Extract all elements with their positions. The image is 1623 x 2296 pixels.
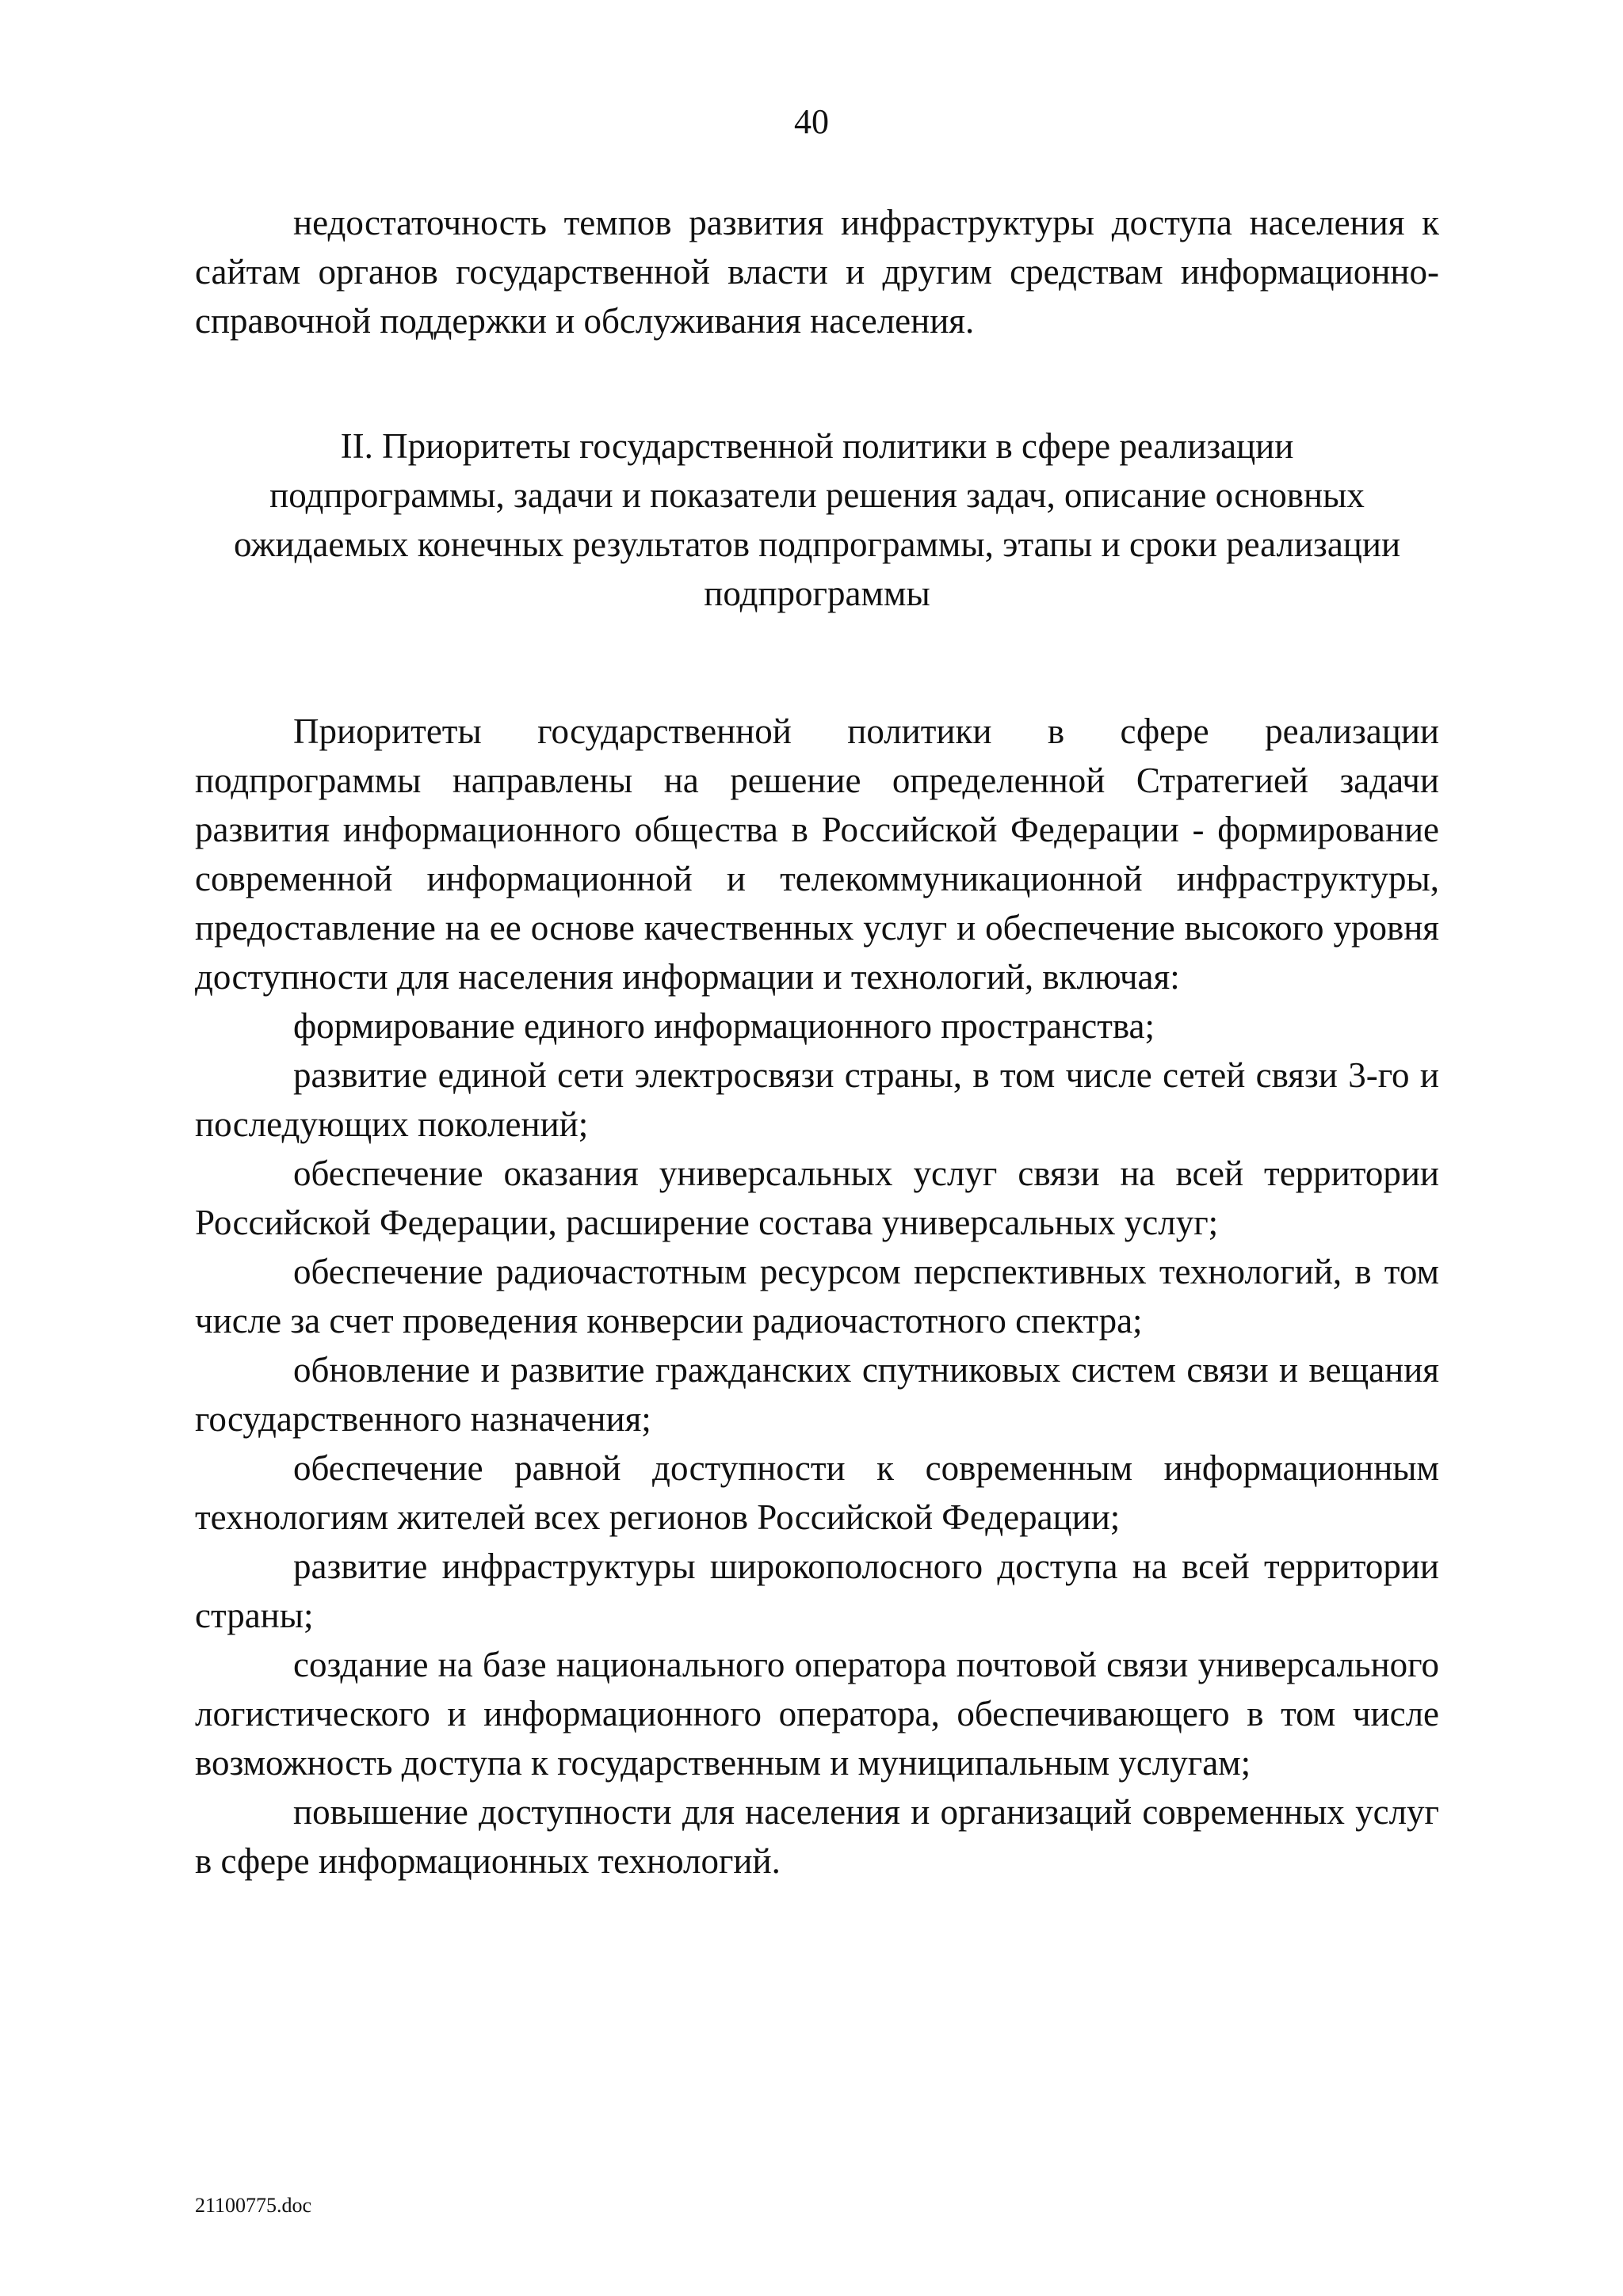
list-item: формирование единого информационного пространства; [293,1006,1155,1046]
list-item: обеспечение равной доступности к современным информационным технологиям жителей всех регионов Российской Федерации; [195,1448,1439,1537]
intro-paragraph: недостаточность темпов развития инфраструктуры доступа населения к сайтам органов государственной власти и другим средствам информационно-справочной поддержки и обслуживания населения. [195,203,1439,341]
list-item: обеспечение радиочастотным ресурсом перспективных технологий, в том числе за счет проведения конверсии радиочастотного спектра; [195,1252,1439,1341]
document-file-code: 21100775.doc [195,2194,312,2217]
document-body [195,198,1439,1886]
main-paragraph: Приоритеты государственной политики в сфере реализации подпрограммы направлены на решение определенной Стратегией задачи развития информационного общества в Российской Федерации - формирование современной информационной и телекоммуникационной инфраструктуры, предоставление на ее основе качественных услуг и обеспечение высокого уровня доступности для населения информации и технологий, включая: [195,711,1439,997]
page-number: 40 [794,102,829,141]
list-item: создание на базе национального оператора почтовой связи универсального логистического и информационного оператора, обеспечивающего в том числе возможность доступа к государственным и муниципальным услугам; [195,1645,1439,1783]
list-item: повышение доступности для населения и организаций современных услуг в сфере информационных технологий. [195,1792,1439,1881]
section-title: II. Приоритеты государственной политики в сфере реализации подпрограммы, задачи и показатели решения задач, описание основных ожидаемых конечных результатов подпрограммы, этапы и сроки реализации подпрограммы [233,426,1401,613]
list-item: обновление и развитие гражданских спутниковых систем связи и вещания государственного назначения; [195,1350,1439,1439]
list-item: развитие инфраструктуры широкополосного доступа на всей территории страны; [195,1547,1439,1635]
list-item: развитие единой сети электросвязи страны, в том числе сетей связи 3-го и последующих поколений; [195,1055,1439,1144]
list-item: обеспечение оказания универсальных услуг связи на всей территории Российской Федерации, расширение состава универсальных услуг; [195,1154,1439,1242]
